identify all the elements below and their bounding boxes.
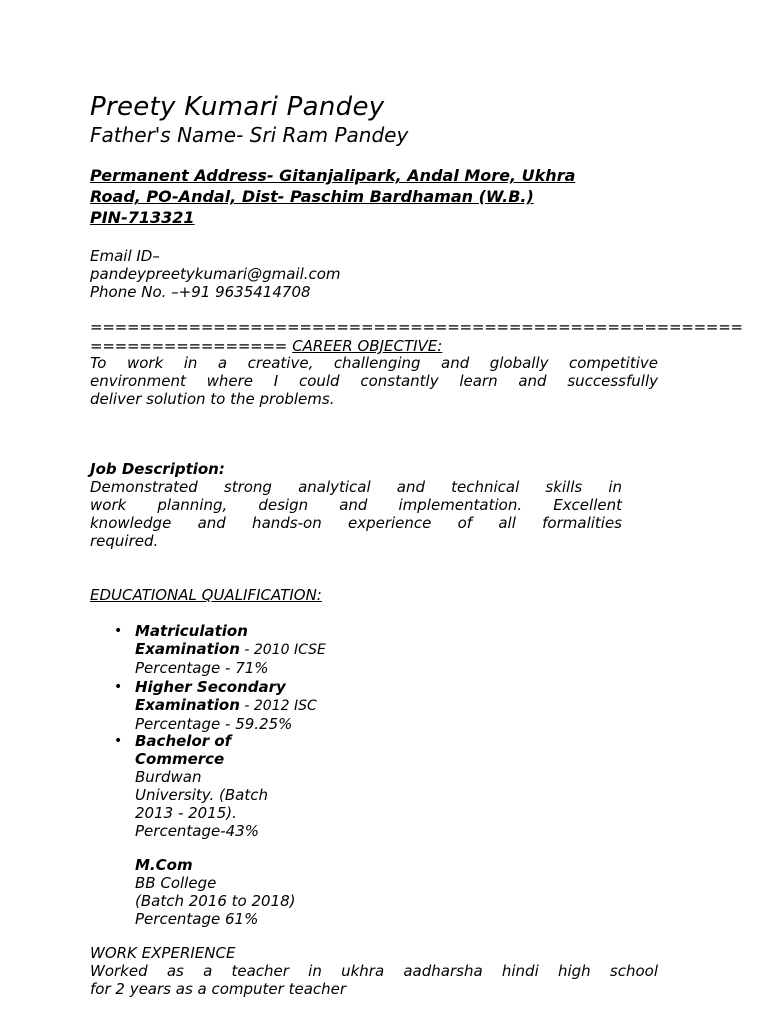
- objective-line: To work in a creative, challenging and globally competitive: [90, 354, 658, 372]
- bullet-icon: •: [114, 679, 123, 695]
- job-description-text: [90, 478, 622, 550]
- education-line: BB College: [135, 874, 217, 892]
- bullet-icon: •: [114, 733, 123, 749]
- address-line-1: Permanent Address- Gitanjalipark, Andal More, Ukhra: [90, 166, 576, 185]
- education-title-row: [135, 696, 317, 715]
- work-line: Worked as a teacher in ukhra aadharsha hindi high school: [90, 962, 658, 980]
- separator-line-short: ================: [90, 337, 288, 355]
- education-line: 2013 - 2015).: [135, 804, 237, 822]
- objective-line: deliver solution to the problems.: [90, 390, 335, 408]
- education-percentage: Percentage 61%: [135, 910, 259, 928]
- bullet-icon: •: [114, 623, 123, 639]
- objective-heading-row: [90, 336, 442, 355]
- job-description-heading: Job Description:: [90, 460, 225, 478]
- address-line-2: [90, 187, 534, 206]
- work-line: for 2 years as a computer teacher: [90, 980, 347, 998]
- education-title-row: [135, 640, 326, 659]
- father-name: Father's Name- Sri Ram Pandey: [90, 123, 409, 147]
- job-line: knowledge and hands-on experience of all formalities: [90, 514, 622, 532]
- career-objective-text: [90, 354, 658, 408]
- address-district: Paschim Bardhaman (W.B.): [290, 187, 534, 206]
- education-title: Matriculation: [135, 622, 248, 640]
- education-title: M.Com: [135, 856, 193, 874]
- education-item-bcom: [135, 732, 268, 840]
- job-line: Demonstrated strong analytical and technical skills in: [90, 478, 622, 496]
- education-title: Higher Secondary: [135, 678, 286, 696]
- address-pin: PIN-713321: [90, 208, 195, 227]
- education-line: (Batch 2016 to 2018): [135, 892, 296, 910]
- work-experience-text: [90, 962, 658, 998]
- education-title-cont: Commerce: [135, 750, 225, 768]
- education-item-mcom: [135, 856, 296, 928]
- email-address: pandeypreetykumari@gmail.com: [90, 265, 341, 283]
- separator-line: =====================================================: [90, 318, 743, 336]
- education-item-higher-secondary: [135, 678, 317, 733]
- address-line-2a: Road, PO-Andal, Dist-: [90, 187, 285, 206]
- candidate-name: Preety Kumari Pandey: [90, 92, 385, 122]
- education-line: University. (Batch: [135, 786, 269, 804]
- education-percentage: Percentage - 71%: [135, 659, 269, 677]
- education-line: Burdwan: [135, 768, 202, 786]
- work-experience-heading: WORK EXPERIENCE: [90, 944, 236, 962]
- education-detail: - 2012 ISC: [239, 698, 317, 714]
- career-objective-heading: CAREER OBJECTIVE:: [292, 337, 443, 355]
- job-line: work planning, design and implementation. Excellent: [90, 496, 622, 514]
- education-detail: - 2010 ICSE: [239, 642, 326, 658]
- education-item-matriculation: [135, 622, 326, 677]
- education-title-cont: Examination: [135, 696, 240, 714]
- email-label: Email ID–: [90, 247, 160, 265]
- education-percentage: Percentage - 59.25%: [135, 715, 293, 733]
- job-line: required.: [90, 532, 159, 550]
- education-title-cont: Examination: [135, 640, 240, 658]
- education-percentage: Percentage-43%: [135, 822, 259, 840]
- objective-line: environment where I could constantly learn and successfully: [90, 372, 658, 390]
- education-title: Bachelor of: [135, 732, 232, 750]
- phone-number: Phone No. –+91 9635414708: [90, 283, 311, 301]
- education-heading: EDUCATIONAL QUALIFICATION:: [90, 586, 322, 604]
